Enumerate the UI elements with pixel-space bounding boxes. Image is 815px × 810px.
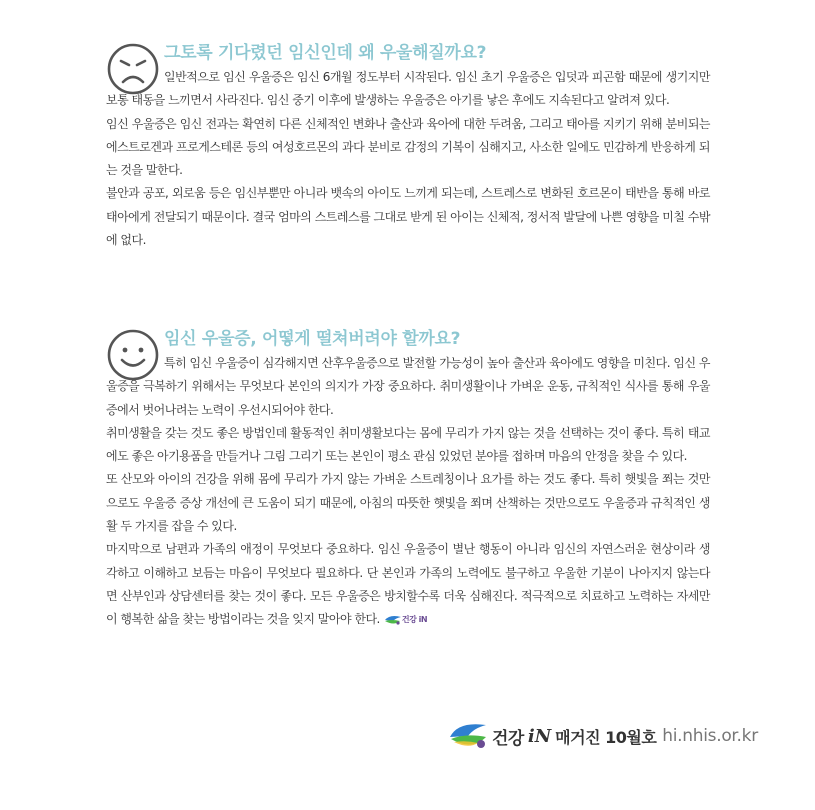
paragraph: 임신 우울증은 임신 전과는 확연히 다른 신체적인 변화나 출산과 육아에 대한 두려움, 그리고 태아를 지키기 위해 분비되는 에스트로겐과 프로게스테론 등의 여성호르몬의 과다 분비로 감정의 기복이 심해지고, 사소한 일에도 민감하게 반응하게 되는 것을 말한다. <box>106 116 710 178</box>
magazine-mini-logo-icon <box>384 614 402 626</box>
nhis-logo-icon <box>448 719 490 753</box>
magazine-footer <box>448 716 758 756</box>
footer-brand: 건강 <box>492 728 524 749</box>
section-body <box>106 66 710 252</box>
paragraph: 특히 임신 우울증이 심각해지면 산후우울증으로 발전할 가능성이 높아 출산과 육아에도 영향을 미친다. 임신 우울증을 극복하기 위해서는 무엇보다 본인의 의지가 가장 중요하다. 취미생활이나 가벼운 운동, 규칙적인 식사를 통해 우울증에서 벗어나려는 노력이 우선시되어야 한다. <box>106 356 710 417</box>
paragraph-last <box>106 538 710 631</box>
section-body <box>106 352 710 632</box>
end-mark-text: 건강 iN <box>401 615 428 625</box>
section-title: 임신 우울증, 어떻게 떨쳐버려야 할까요? <box>164 329 461 349</box>
footer-url[interactable]: hi.nhis.or.kr <box>662 726 758 746</box>
paragraph: 취미생활을 갖는 것도 좋은 방법인데 활동적인 취미생활보다는 몸에 무리가 가지 않는 것을 선택하는 것이 좋다. 특히 태교에도 좋은 아기용품을 만들거나 그림 그리기 또는 본인이 평소 관심 있었던 분야를 접하며 마음의 안정을 찾을 수 있다. <box>106 425 710 464</box>
paragraph: 일반적으로 임신 우울증은 임신 6개월 정도부터 시작된다. 임신 초기 우울증은 입덧과 피곤함 때문에 생기지만 보통 태동을 느끼면서 사라진다. 임신 중기 이후에 발생하는 우울증은 아기를 낳은 후에도 지속된다고 알려져 있다. <box>106 70 710 108</box>
section-title: 그토록 기다렸던 임신인데 왜 우울해질까요? <box>164 43 487 63</box>
footer-issue: 매거진 10월호 <box>555 727 657 747</box>
end-mark <box>384 608 427 631</box>
paragraph: 또 산모와 아이의 건강을 위해 몸에 무리가 가지 않는 가벼운 스트레칭이나 요가를 하는 것도 좋다. 특히 햇빛을 쬐는 것만으로도 우울증 증상 개선에 큰 도움이 되기 때문에, 아침의 따뜻한 햇빛을 쬐며 산책하는 것만으로도 우울증과 규칙적인 생활 두 가지를 잡을 수 있다. <box>106 472 710 534</box>
paragraph-text: 마지막으로 남편과 가족의 애정이 무엇보다 중요하다. 임신 우울증이 별난 행동이 아니라 임신의 자연스러운 현상이라 생각하고 이해하고 보듬는 마음이 무엇보다 필요하다. 단 본인과 가족의 노력에도 불구하고 우울한 기분이 나아지지 않는다면 산부인과 상담센터를 찾는 것이 좋다. 모든 우울증은 방치할수록 더욱 심해진다. 적극적으로 치료하고 노력하는 자세만이 행복한 삶을 찾는 방법이라는 것을 잊지 말아야 한다. <box>106 542 710 627</box>
paragraph: 불안과 공포, 외로움 등은 임신부뿐만 아니라 뱃속의 아이도 느끼게 되는데, 스트레스로 변화된 호르몬이 태반을 통해 바로 태아에게 전달되기 때문이다. 결국 엄마의 스트레스를 그대로 받게 된 아이는 신체적, 정서적 발달에 나쁜 영향을 미칠 수밖에 없다. <box>106 186 710 248</box>
footer-brand-in: iN <box>527 725 552 747</box>
